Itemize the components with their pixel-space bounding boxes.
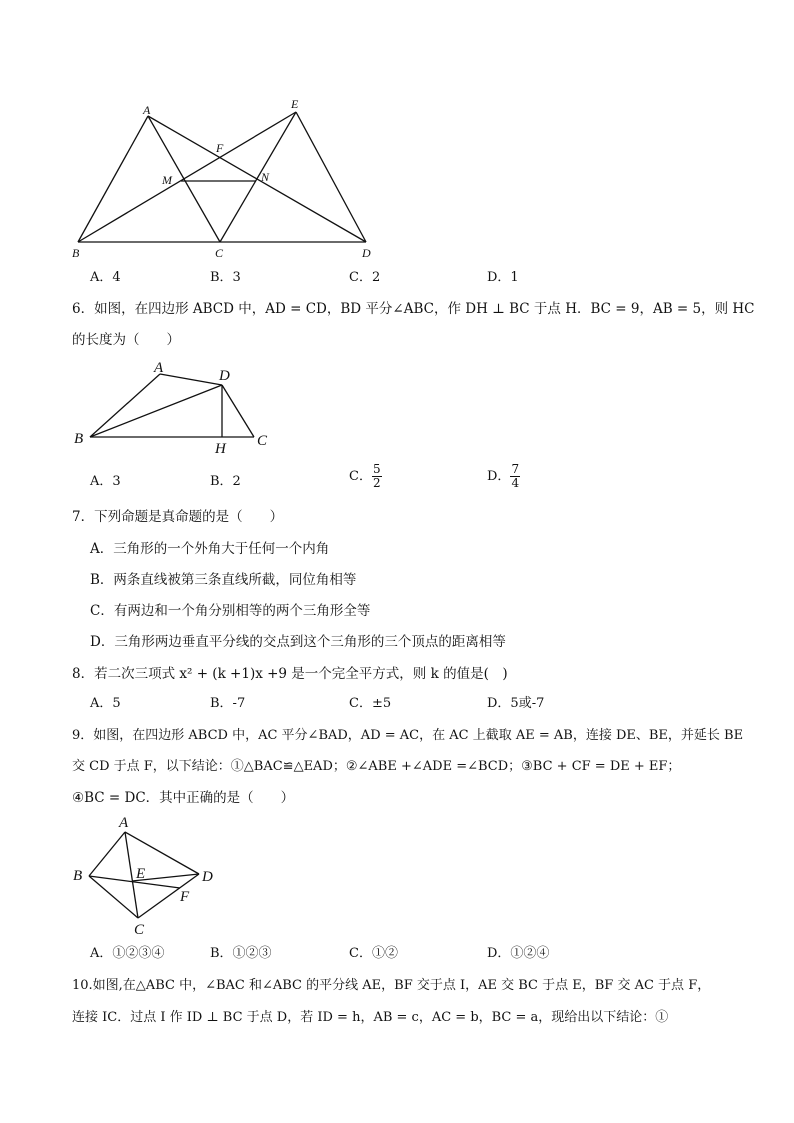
fraction-denominator: 4: [511, 476, 520, 490]
label-n: N: [261, 170, 270, 184]
q9-option-b[interactable]: B．①②③: [210, 946, 272, 961]
label-d: D: [362, 246, 371, 260]
q6-option-b[interactable]: B．2: [210, 474, 241, 489]
fraction-denominator: 2: [372, 476, 381, 490]
label-e: E: [136, 866, 146, 882]
q6-stem-line1: 6．如图，在四边形 ABCD 中，AD = CD，BD 平分∠ABC，作 DH ⊥ BC 于点 H．BC = 9，AB = 5，则 HC: [72, 301, 755, 317]
fraction-numerator: 7: [511, 462, 520, 476]
label-d: D: [202, 869, 213, 885]
q9-stem-line1: 9．如图，在四边形 ABCD 中，AC 平分∠BAD，AD = AC，在 AC 上截取 AE = AB，连接 DE、BE，并延长 BE: [72, 728, 744, 743]
q6-option-d-prefix: D．: [487, 469, 511, 484]
q5-option-b[interactable]: B．3: [210, 270, 241, 285]
label-a: A: [154, 360, 164, 376]
q10-stem-line1: 10.如图,在△ABC 中，∠BAC 和∠ABC 的平分线 AE，BF 交于点 I，AE 交 BC 于点 E，BF 交 AC 于点 F，: [72, 978, 711, 993]
label-c: C: [257, 433, 268, 449]
label-b: B: [72, 246, 80, 260]
q8-option-a[interactable]: A．5: [90, 696, 121, 711]
label-m: M: [162, 173, 172, 187]
label-c: C: [134, 922, 145, 938]
q7-stem: 7．下列命题是真命题的是（ ）: [72, 509, 284, 525]
q8-stem: 8．若二次三项式 x² + (k +1)x +9 是一个完全平方式，则 k 的值是( ): [72, 666, 508, 682]
label-f: F: [216, 141, 224, 155]
q7-option-b[interactable]: B．两条直线被第三条直线所截，同位角相等: [90, 572, 357, 588]
q9-option-c[interactable]: C．①②: [349, 946, 398, 961]
q8-option-d[interactable]: D．5或-7: [487, 696, 545, 711]
label-b: B: [74, 431, 84, 447]
q9-option-d[interactable]: D．①②④: [487, 946, 550, 961]
q9-stem-line3: ④BC = DC．其中正确的是（ ）: [72, 790, 295, 806]
fraction-numerator: 5: [372, 462, 381, 476]
label-a: A: [143, 103, 151, 117]
q7-option-c[interactable]: C．有两边和一个角分别相等的两个三角形全等: [90, 603, 371, 619]
q9-option-a[interactable]: A．①②③④: [90, 946, 165, 961]
q7-option-d[interactable]: D．三角形两边垂直平分线的交点到这个三角形的三个顶点的距离相等: [90, 634, 506, 650]
q6-option-c-prefix: C．: [349, 469, 372, 484]
q6-stem-line2: 的长度为（ ）: [72, 332, 180, 348]
q7-option-a[interactable]: A．三角形的一个外角大于任何一个内角: [90, 541, 330, 557]
segment-cd: [138, 874, 199, 918]
label-b: B: [73, 868, 83, 884]
q8-option-b[interactable]: B．-7: [210, 696, 246, 711]
q5-option-c[interactable]: C．2: [349, 270, 381, 285]
q9-stem-line2: 交 CD 于点 F，以下结论：①△BAC≌△EAD；②∠ABE +∠ADE =∠BCD；③BC + CF = DE + EF；: [72, 759, 681, 774]
q6-option-a[interactable]: A．3: [90, 474, 121, 489]
q8-option-c[interactable]: C．±5: [349, 696, 392, 711]
label-c: C: [215, 246, 224, 260]
q10-stem-line2: 连接 IC．过点 I 作 ID ⊥ BC 于点 D，若 ID = h，AB = c，AC = b，BC = a，现给出以下结论：①: [72, 1010, 669, 1025]
q5-option-d[interactable]: D．1: [487, 270, 519, 285]
label-d: D: [219, 368, 230, 384]
segment-bc: [89, 876, 138, 918]
label-a: A: [119, 815, 129, 831]
q5-option-a[interactable]: A．4: [90, 270, 121, 285]
label-e: E: [291, 97, 299, 111]
segment-ab: [89, 832, 125, 876]
label-h: H: [215, 441, 226, 457]
label-f: F: [180, 889, 190, 905]
